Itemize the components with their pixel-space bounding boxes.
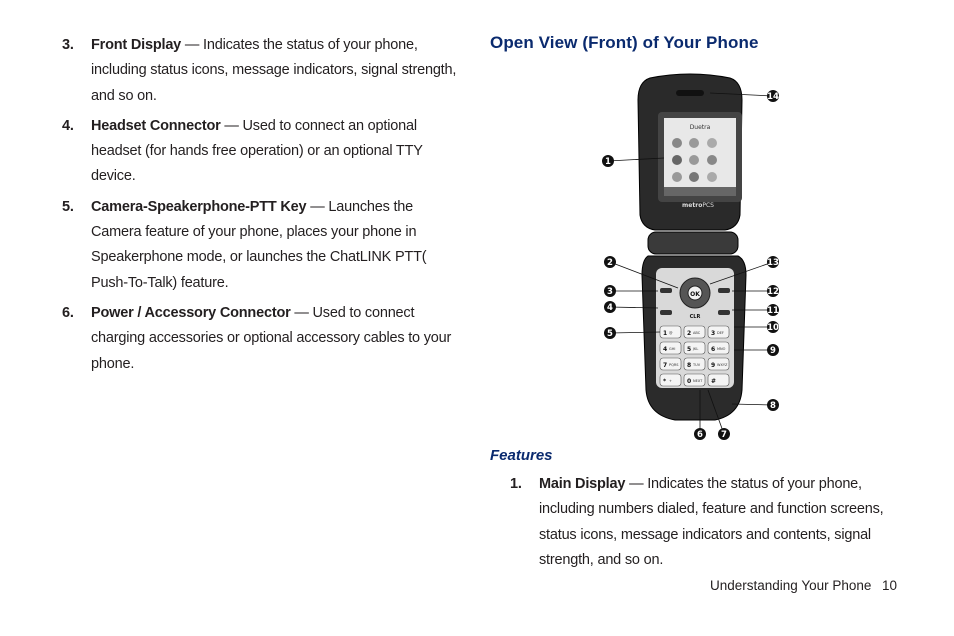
keypad-key-letters: ABC <box>693 331 701 335</box>
keypad-key-letters: @ <box>669 331 673 335</box>
item-description: — Used to connect charging accessories or optional accessory cables to your phone. <box>91 304 452 372</box>
keypad-key-label: 4 <box>663 346 668 353</box>
callout-number: 12 <box>767 287 779 297</box>
keypad-key-label: 9 <box>711 362 716 369</box>
keypad-key-letters: JKL <box>693 347 699 351</box>
keypad-key-letters: NEXT <box>693 379 703 383</box>
keypad-key-letters: PQRS <box>669 363 679 367</box>
screen-title: Duetra <box>689 124 711 131</box>
item-number: 1. <box>510 476 522 492</box>
left-soft-key <box>660 288 672 293</box>
keypad-key-label: * <box>663 378 667 385</box>
item-term: Headset Connector <box>91 117 221 134</box>
item-term: Front Display <box>91 37 182 53</box>
list-item <box>510 472 919 573</box>
item-term: Camera-Speakerphone-PTT Key <box>91 198 307 215</box>
keypad-key-letters: GHI <box>669 347 676 351</box>
keypad-key-letters: TUV <box>693 363 701 367</box>
phone-illustration <box>590 70 790 445</box>
brand-logo: metroPCS <box>682 202 714 209</box>
list-item <box>62 195 457 296</box>
callout-number: 10 <box>767 323 779 333</box>
item-term: Main Display <box>539 476 626 492</box>
keypad-key-label: 7 <box>663 362 668 369</box>
keypad-key-label: 6 <box>711 346 716 353</box>
item-description: — Indicates the status of your phone, including numbers dialed, feature and function screens, status icons, message indicators and contents, signal strength, and so on. <box>539 476 884 568</box>
callout-number: 13 <box>767 258 779 268</box>
callout-number: 1 <box>605 157 611 167</box>
hinge <box>648 232 738 254</box>
keypad-key-label: # <box>711 378 717 385</box>
keypad-key-letters: DEF <box>717 331 724 335</box>
ok-label: OK <box>690 291 700 298</box>
footer-section: Understanding Your Phone <box>710 578 872 593</box>
callout-number: 6 <box>697 430 703 440</box>
earpiece <box>676 90 704 96</box>
keypad-key-letters: MNO <box>717 347 726 351</box>
keypad-key-label: 2 <box>687 330 692 337</box>
callout-number: 3 <box>607 287 613 297</box>
keypad-key-letters: + <box>669 379 672 383</box>
item-description: — Indicates the status of your phone, including status icons, message indicators, signal strength, and so on. <box>91 37 457 104</box>
footer-page-number: 10 <box>882 578 898 593</box>
callout-number: 9 <box>770 346 776 356</box>
end-key <box>718 310 730 315</box>
item-term: Power / Accessory Connector <box>91 304 291 321</box>
send-key <box>660 310 672 315</box>
keypad-key-label: 5 <box>687 346 692 353</box>
callout-number: 7 <box>721 430 727 440</box>
item-number: 5. <box>62 198 74 215</box>
keypad-key-label: 1 <box>663 330 668 337</box>
callout-number: 5 <box>607 329 613 339</box>
item-number: 3. <box>62 37 74 53</box>
item-description: — Used to connect an optional headset (for hands free operation) or an optional TTY device. <box>91 117 423 185</box>
keypad-key-letters: WXYZ <box>717 363 728 367</box>
keypad-key-label: 8 <box>687 362 692 369</box>
screen-softbar <box>664 187 736 196</box>
keypad-key-label: 0 <box>687 378 692 385</box>
screen-icons <box>672 138 717 182</box>
clr-label: CLR <box>689 314 701 320</box>
right-soft-key <box>718 288 730 293</box>
features-heading: Features <box>490 447 553 464</box>
list-item <box>62 114 457 190</box>
callout-number: 8 <box>770 401 776 411</box>
section-heading: Open View (Front) of Your Phone <box>490 33 759 52</box>
item-number: 4. <box>62 117 74 134</box>
callout-number: 2 <box>607 258 613 268</box>
callout-number: 4 <box>607 303 613 313</box>
keypad-key-label: 3 <box>711 330 716 337</box>
item-description: — Launches the Camera feature of your phone, places your phone in Speakerphone mode, or launches the ChatLINK PTT( Push-To-Talk) feature. <box>91 198 427 291</box>
list-item <box>62 301 457 377</box>
left-column <box>62 33 457 382</box>
callout-number: 11 <box>767 306 779 316</box>
item-number: 6. <box>62 304 74 321</box>
callout-number: 14 <box>767 92 779 102</box>
list-item <box>62 33 457 109</box>
